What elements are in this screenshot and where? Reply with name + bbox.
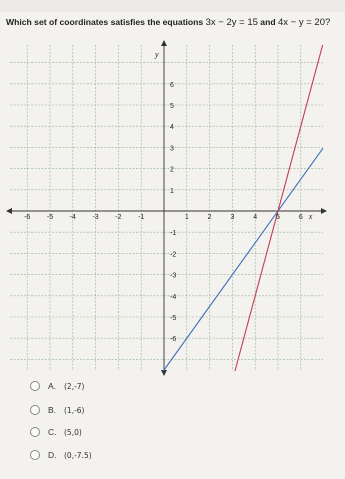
graph-line bbox=[163, 148, 323, 371]
x-tick-label: -4 bbox=[69, 214, 76, 221]
y-tick-label: 2 bbox=[170, 166, 174, 174]
y-tick-label: -5 bbox=[170, 315, 177, 322]
question-prefix: Which set of coordinates satisfies the equations bbox=[6, 17, 204, 27]
x-tick-label: 2 bbox=[207, 214, 212, 221]
equation-one: 3x − 2y = 15 bbox=[205, 17, 258, 28]
tick-labels bbox=[24, 50, 313, 343]
choice-b[interactable] bbox=[30, 403, 85, 417]
graph-lines bbox=[163, 45, 323, 371]
x-tick-label: -5 bbox=[46, 214, 54, 221]
radio-button[interactable] bbox=[30, 381, 40, 391]
choice-value: (0,-7.5) bbox=[64, 450, 92, 460]
y-tick-label: 1 bbox=[170, 187, 174, 195]
choice-letter: B. bbox=[48, 405, 57, 415]
y-tick-label: -6 bbox=[170, 336, 177, 344]
choice-value: (5,0) bbox=[64, 427, 82, 437]
x-tick-label: 6 bbox=[298, 214, 303, 221]
radio-button[interactable] bbox=[30, 405, 40, 415]
x-tick-label: 5 bbox=[276, 214, 280, 221]
x-axis-arrow-icon bbox=[6, 208, 12, 214]
question-conjunction: and bbox=[260, 17, 276, 27]
equation-two: 4x − y = 20? bbox=[277, 17, 331, 28]
y-tick-label: 5 bbox=[170, 103, 174, 110]
y-tick-label: -1 bbox=[170, 230, 177, 238]
choice-letter: A. bbox=[48, 381, 57, 391]
x-tick-label: -1 bbox=[138, 214, 145, 221]
choice-value: (1,-6) bbox=[64, 405, 85, 415]
y-tick-label: -2 bbox=[170, 251, 177, 259]
x-tick-label: -2 bbox=[115, 214, 122, 221]
y-tick-label: -3 bbox=[170, 272, 177, 280]
choice-letter: C. bbox=[48, 427, 57, 437]
choice-letter: D. bbox=[48, 450, 57, 460]
x-tick-label: -3 bbox=[92, 214, 99, 221]
choice-c[interactable] bbox=[30, 425, 82, 439]
y-tick-label: 4 bbox=[170, 124, 174, 132]
grid bbox=[10, 45, 323, 371]
y-tick-label: 3 bbox=[170, 145, 174, 153]
x-axis-arrow-icon bbox=[321, 208, 327, 214]
y-axis-arrow-icon bbox=[161, 40, 167, 46]
x-axis-label: x bbox=[308, 212, 313, 221]
x-tick-label: 4 bbox=[253, 214, 258, 221]
y-tick-label: -4 bbox=[170, 293, 177, 301]
y-tick-label: 6 bbox=[170, 81, 174, 89]
choice-a[interactable] bbox=[30, 379, 85, 393]
y-axis-label: y bbox=[155, 50, 159, 59]
x-tick-label: 3 bbox=[230, 214, 235, 221]
radio-button[interactable] bbox=[30, 450, 40, 460]
choice-value: (2,-7) bbox=[64, 381, 85, 391]
radio-button[interactable] bbox=[30, 427, 40, 437]
x-tick-label: -6 bbox=[24, 214, 31, 221]
x-tick-label: 1 bbox=[184, 214, 189, 221]
graph-line bbox=[235, 45, 323, 371]
choice-d[interactable] bbox=[30, 448, 92, 462]
